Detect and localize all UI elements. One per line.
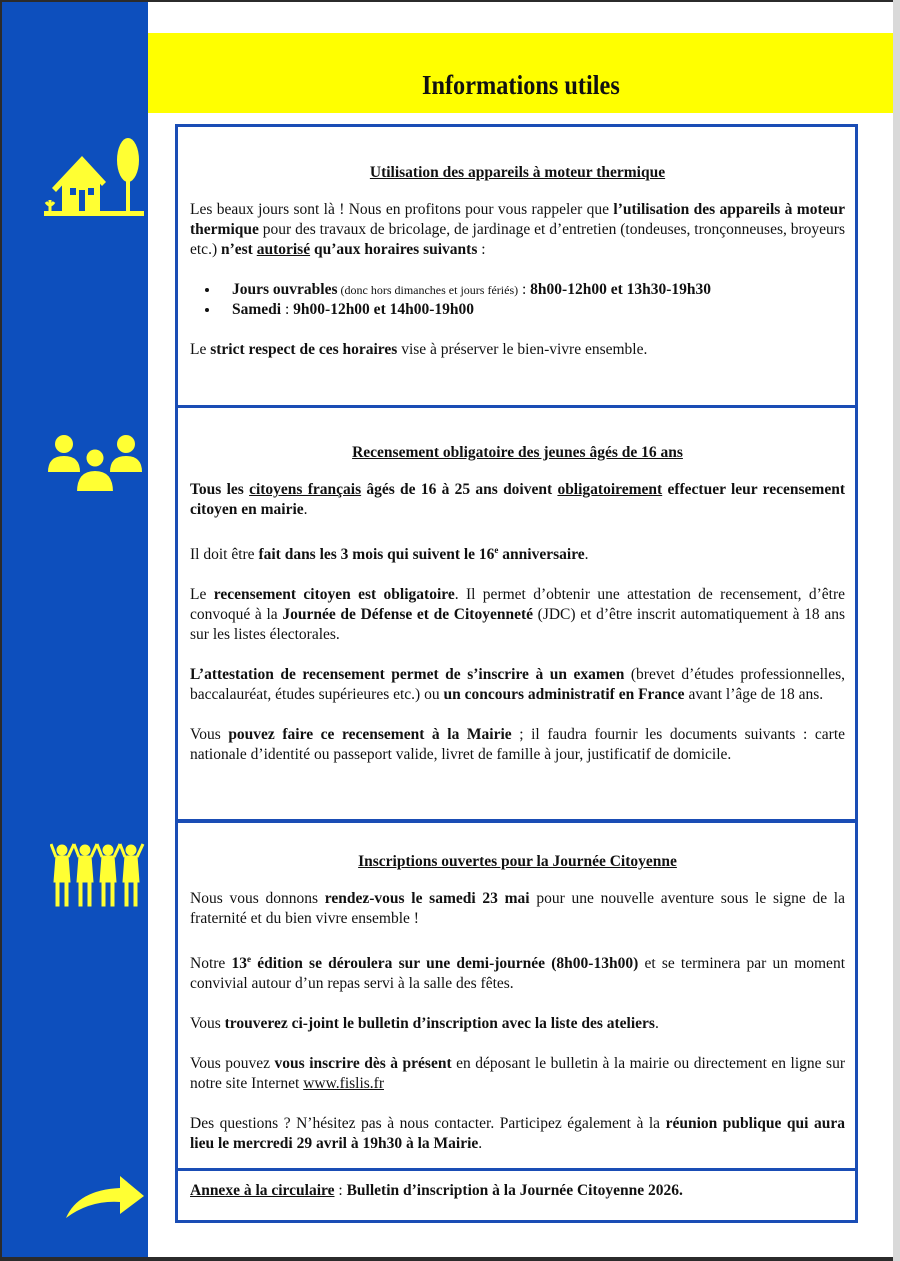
text-segment: . bbox=[303, 501, 308, 518]
text-segment: Notre bbox=[190, 955, 232, 973]
header-banner bbox=[148, 33, 893, 113]
text-segment: recensement citoyen est obligatoire bbox=[213, 586, 455, 604]
text-segment: réunion publique qui aura lieu le mercredi 29 avril à 19h30 à la Mairie bbox=[190, 1115, 845, 1153]
schedule-list bbox=[190, 280, 845, 320]
paragraph bbox=[190, 200, 845, 260]
text-segment: Bulletin d’inscription à la Journée Citoyenne 2026. bbox=[346, 1182, 683, 1199]
text-segment: obligatoirement bbox=[557, 481, 663, 498]
text-segment: Le bbox=[190, 586, 214, 604]
section-thermal-engines bbox=[175, 124, 858, 408]
text-segment: 9h00-12h00 et 14h00-19h00 bbox=[293, 301, 475, 318]
text-segment: . bbox=[654, 1015, 659, 1033]
text-segment: (donc hors dimanches et jours fériés) bbox=[337, 283, 519, 297]
text-segment: Il doit être bbox=[190, 546, 259, 564]
blue-sidebar bbox=[2, 2, 148, 1257]
text-segment: 13 bbox=[231, 955, 247, 973]
text-segment: : bbox=[281, 301, 294, 318]
text-segment: n’est bbox=[220, 241, 257, 258]
text-segment: en déposant le bulletin à la mairie ou directement en ligne sur notre site Internet bbox=[190, 1055, 845, 1093]
text-segment: . bbox=[584, 546, 589, 564]
paragraph bbox=[190, 1114, 845, 1154]
text-segment: édition se déroulera sur une demi-journée (8h00-13h00) bbox=[251, 955, 639, 973]
section-census bbox=[175, 405, 858, 822]
viewer-edge bbox=[893, 0, 900, 1261]
document-page bbox=[2, 2, 893, 1257]
page-title: Informations utiles bbox=[421, 70, 620, 100]
text-segment: avant l’âge de 18 ans. bbox=[684, 686, 824, 704]
text-segment: fait dans les 3 mois qui suivent le 16 bbox=[258, 546, 495, 564]
text-segment: e bbox=[494, 545, 499, 555]
text-segment: trouverez ci-joint le bulletin d’inscription avec la liste des ateliers bbox=[224, 1015, 655, 1033]
text-segment: autorisé bbox=[256, 241, 311, 258]
text-segment: L’attestation de recensement permet de s’inscrire à un examen bbox=[190, 666, 625, 684]
text-segment: : bbox=[518, 281, 531, 298]
text-segment: l’utilisation des appareils à moteur thermique bbox=[190, 201, 845, 238]
group-people-icon bbox=[48, 432, 144, 494]
text-segment: anniversaire bbox=[498, 546, 585, 564]
paragraph bbox=[190, 889, 845, 929]
text-segment: effectuer leur recensement citoyen en mairie bbox=[190, 481, 845, 518]
text-segment: vise à préserver le bien-vivre ensemble. bbox=[397, 341, 648, 358]
website-link[interactable]: www.fislis.fr bbox=[303, 1075, 384, 1093]
text-segment: . bbox=[478, 1135, 483, 1153]
section-annex bbox=[175, 1168, 858, 1223]
text-segment: citoyens français bbox=[249, 481, 362, 498]
text-segment: Journée de Défense et de Citoyenneté bbox=[282, 606, 533, 624]
text-segment: (JDC) et d’être inscrit automatiquement à 18 ans sur les listes électorales. bbox=[190, 606, 845, 644]
section-title: Utilisation des appareils à moteur thermique bbox=[369, 164, 666, 181]
paragraph bbox=[190, 340, 845, 360]
paragraph bbox=[190, 725, 845, 765]
section-title: Inscriptions ouvertes pour la Journée Citoyenne bbox=[358, 853, 677, 870]
text-segment: strict respect de ces horaires bbox=[210, 341, 398, 358]
paragraph bbox=[190, 665, 845, 705]
paragraph bbox=[190, 1181, 845, 1201]
text-segment: âgés de 16 à 25 ans doivent bbox=[361, 481, 558, 498]
paragraph bbox=[190, 585, 845, 645]
paragraph bbox=[190, 480, 845, 520]
text-segment: (brevet d’études professionnelles, baccalauréat, études supérieures etc.) ou bbox=[190, 666, 845, 704]
paragraph bbox=[190, 1014, 845, 1034]
list-item bbox=[220, 280, 845, 300]
text-segment: Annexe à la circulaire bbox=[190, 1182, 335, 1199]
section-citizen-day bbox=[175, 820, 858, 1171]
text-segment: vous inscrire dès à présent bbox=[274, 1055, 452, 1073]
text-segment: Vous bbox=[190, 1015, 225, 1033]
text-segment: Jours ouvrables bbox=[232, 281, 338, 298]
text-segment: Samedi bbox=[232, 301, 282, 318]
house-tree-icon bbox=[44, 138, 148, 218]
paragraph bbox=[190, 949, 845, 994]
section-title: Recensement obligatoire des jeunes âgés de 16 ans bbox=[352, 444, 683, 461]
text-segment: qu’aux horaires suivants bbox=[310, 241, 478, 258]
text-segment: Vous pouvez bbox=[190, 1055, 275, 1073]
text-segment: rendez-vous le samedi 23 mai bbox=[324, 890, 530, 907]
text-segment: Les beaux jours sont là ! Nous en profitons pour vous rappeler que bbox=[190, 201, 614, 218]
text-segment: Tous les bbox=[190, 481, 250, 498]
curved-arrow-icon bbox=[64, 1174, 146, 1220]
people-holding-hands-icon bbox=[50, 842, 146, 910]
text-segment: Vous bbox=[190, 726, 229, 744]
paragraph bbox=[190, 540, 845, 565]
text-segment: pour une nouvelle aventure sous le signe de la fraternité et du bien vivre ensemble ! bbox=[190, 890, 845, 927]
text-segment: . Il permet d’obtenir une attestation de recensement, d’être convoqué à la bbox=[190, 586, 845, 624]
text-segment: un concours administratif en France bbox=[443, 686, 685, 704]
text-segment: pouvez faire ce recensement à la Mairie bbox=[228, 726, 512, 744]
text-segment: : bbox=[334, 1182, 347, 1199]
text-segment: : bbox=[477, 241, 486, 258]
list-item bbox=[220, 300, 845, 320]
paragraph bbox=[190, 1054, 845, 1094]
text-segment: ; il faudra fournir les documents suivants : carte nationale d’identité ou passeport valide, livret de famille à jour, justificatif de domicile. bbox=[190, 726, 846, 764]
text-segment: 8h00-12h00 et 13h30-19h30 bbox=[530, 281, 712, 298]
text-segment: e bbox=[247, 954, 251, 964]
text-segment: Nous vous donnons bbox=[190, 890, 325, 907]
text-segment: Le bbox=[190, 341, 211, 358]
text-segment: et se terminera par un moment convivial autour d’un repas servi à la salle des fêtes. bbox=[190, 955, 845, 993]
text-segment: pour des travaux de bricolage, de jardinage et d’entretien (tondeuses, tronçonneuses, broyeurs etc.) bbox=[190, 221, 845, 258]
text-segment: Des questions ? N’hésitez pas à nous contacter. Participez également à la bbox=[190, 1115, 666, 1133]
